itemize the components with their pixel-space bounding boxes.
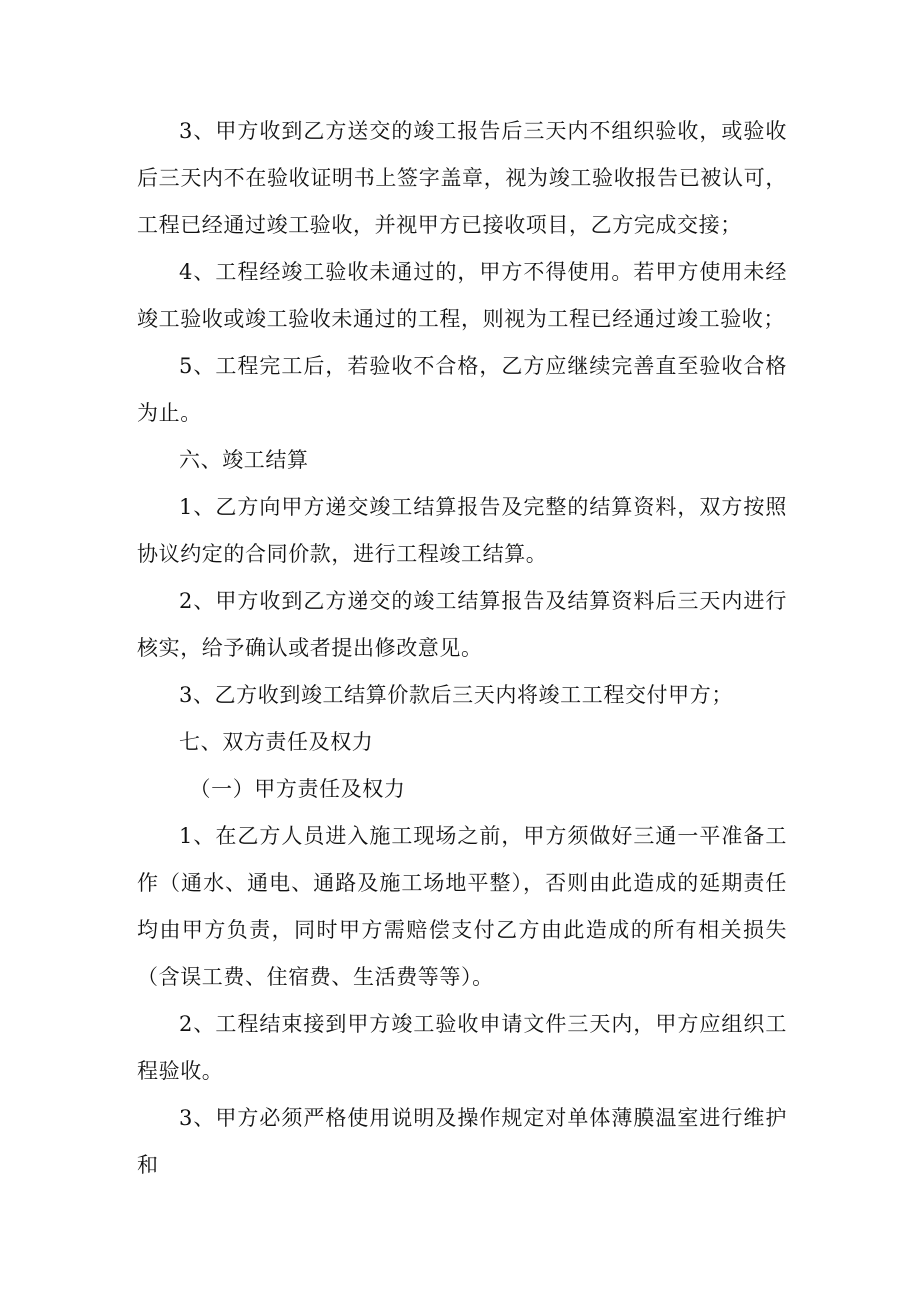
paragraph-party-a-3: 3、甲方必须严格使用说明及操作规定对单体薄膜温室进行维护和 <box>137 1106 787 1177</box>
paragraph-party-a-2: 2、工程结束接到甲方竣工验收申请文件三天内，甲方应组织工程验收。 <box>137 1012 787 1083</box>
paragraph-settlement-1: 1、乙方向甲方递交竣工结算报告及完整的结算资料，双方按照协议约定的合同价款，进行工程竣工结算。 <box>137 495 787 566</box>
paragraph-acceptance-4: 4、工程经竣工验收未通过的，甲方不得使用。若甲方使用未经竣工验收或竣工验收未通过的工程，则视为工程已经通过竣工验收； <box>137 260 787 331</box>
section-heading-responsibilities: 七、双方责任及权力 <box>179 730 374 754</box>
paragraph-acceptance-5: 5、工程完工后，若验收不合格，乙方应继续完善直至验收合格为止。 <box>137 354 787 425</box>
section-heading-settlement: 六、竣工结算 <box>179 448 309 472</box>
paragraph-settlement-2: 2、甲方收到乙方递交的竣工结算报告及结算资料后三天内进行核实，给予确认或者提出修改意见。 <box>137 589 787 660</box>
document-body <box>137 108 787 1189</box>
subsection-heading-party-a: （一）甲方责任及权力 <box>189 777 406 801</box>
paragraph-acceptance-3: 3、甲方收到乙方送交的竣工报告后三天内不组织验收，或验收后三天内不在验收证明书上签字盖章，视为竣工验收报告已被认可，工程已经通过竣工验收，并视甲方已接收项目，乙方完成交接； <box>137 119 787 237</box>
paragraph-party-a-1: 1、在乙方人员进入施工现场之前，甲方须做好三通一平准备工作（通水、通电、通路及施工场地平整），否则由此造成的延期责任均由甲方负责，同时甲方需赔偿支付乙方由此造成的所有相关损失（含误工费、住宿费、生活费等等）。 <box>137 824 787 989</box>
paragraph-settlement-3: 3、乙方收到竣工结算价款后三天内将竣工工程交付甲方； <box>179 683 733 707</box>
